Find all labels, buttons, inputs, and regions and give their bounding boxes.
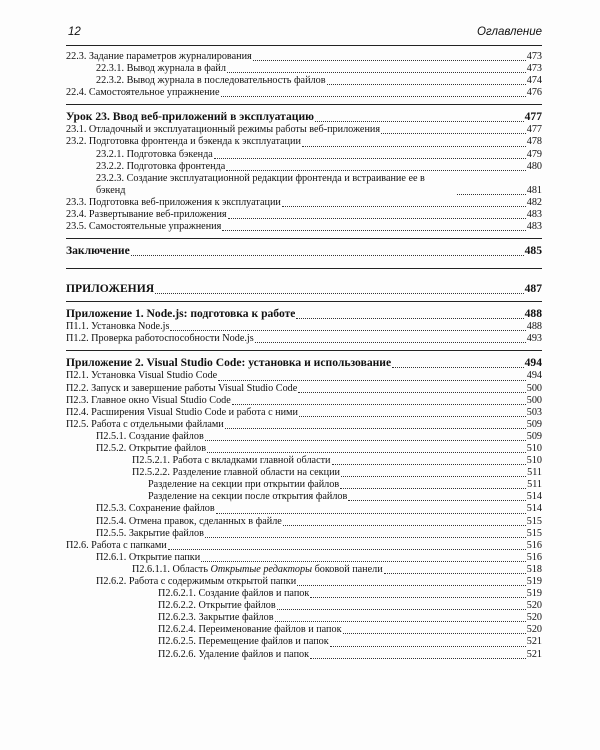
toc-entry-label: 23.4. Развертывание веб-приложения [66,209,227,221]
toc-entry[interactable] [66,528,542,540]
toc-entry[interactable] [66,588,542,600]
dot-leader [168,549,526,550]
toc-page-number: 476 [526,87,542,99]
dot-leader [207,452,526,453]
toc-heading[interactable] [66,244,542,258]
toc-entry-label: Урок 23. Ввод веб-приложений в эксплуатацию [66,110,315,124]
toc-page-number: 494 [524,356,542,370]
toc-entry[interactable] [66,51,542,63]
dot-leader [298,392,525,393]
dot-leader [170,330,525,331]
toc-page-number: 503 [526,406,542,418]
toc-entry[interactable] [66,333,542,345]
dot-leader [341,476,526,477]
toc-entry[interactable] [66,370,542,382]
dot-leader [221,96,526,97]
divider [66,268,542,269]
toc-page-number: 521 [526,636,542,648]
toc-entry-label: П1.2. Проверка работоспособности Node.js [66,333,254,345]
toc-entry-label: 23.1. Отладочный и эксплуатационный режимы работы веб-приложения [66,124,381,136]
toc-entry[interactable] [66,419,542,431]
toc-entry[interactable] [66,443,542,455]
toc-entry-label: Приложение 1. Node.js: подготовка к работе [66,307,296,321]
toc-page-number: 494 [526,370,542,382]
toc-page-number: 479 [526,148,542,160]
dot-leader [232,404,526,405]
toc-entry-label: П2.2. Запуск и завершение работы Visual Studio Code [66,382,298,394]
toc-entry-label: ПРИЛОЖЕНИЯ [66,282,155,296]
toc-entry-label: П2.5. Работа с отдельными файлами [66,418,224,430]
toc-entry[interactable] [66,600,542,612]
dot-leader [218,380,526,381]
toc-entry[interactable] [66,540,542,552]
toc-entry[interactable] [66,564,542,576]
toc-entry-label: П2.6.1.1. Область Открытые редакторы боковой панели [132,563,383,575]
toc-page-number: 518 [526,563,542,575]
dot-leader [225,428,526,429]
toc-page-number: 477 [526,124,542,136]
toc-entry[interactable] [66,552,542,564]
toc-entry-label: 22.3.2. Вывод журнала в последовательность файлов [96,75,326,87]
dot-leader [205,440,526,441]
toc-page-number: 481 [526,184,542,196]
dot-leader [277,609,526,610]
toc-entry-label: П2.4. Расширения Visual Studio Code и работа с ними [66,406,298,418]
toc-entry[interactable] [66,576,542,588]
toc-page-number: 515 [526,527,542,539]
header-rule [66,45,542,46]
toc-page-number: 511 [527,467,542,479]
dot-leader [348,500,525,501]
toc-entry[interactable] [66,197,542,209]
toc-page-number: 519 [526,588,542,600]
toc-page-number: 473 [526,51,542,62]
toc-entry[interactable] [66,467,542,479]
dot-leader [131,255,524,256]
toc-entry-label: П2.6.2.5. Перемещение файлов и папок [158,636,329,648]
page-number: 12 [68,26,81,38]
toc-entry-label: 22.4. Самостоятельное упражнение [66,87,220,99]
toc-page-number: 520 [526,612,542,624]
page-header [66,26,542,42]
dot-leader [214,158,526,159]
toc-entry-label: П2.6.2.2. Открытие файлов [158,600,276,612]
toc-entry[interactable] [66,612,542,624]
dot-leader [296,318,523,319]
dot-leader [340,488,526,489]
dot-leader [384,573,526,574]
toc-entry-label: П2.6.1. Открытие папки [96,551,201,563]
toc-page-number: 500 [526,382,542,394]
dot-leader [216,513,526,514]
toc-page-number: 514 [526,491,542,503]
toc-page-number: 514 [526,503,542,515]
dot-leader [327,84,526,85]
toc-entry-label: П2.3. Главное окно Visual Studio Code [66,394,231,406]
toc-page-number: 488 [524,307,542,321]
dot-leader [226,170,525,171]
dot-leader [310,597,525,598]
toc-entry-label: П2.5.2. Открытие файлов [96,442,207,454]
divider [66,104,542,105]
dot-leader [330,646,526,647]
divider [66,238,542,239]
toc-page-number: 520 [526,624,542,636]
toc-entry[interactable] [66,173,542,197]
toc-page-number: 487 [524,282,542,296]
dot-leader [253,60,526,61]
toc-page-number: 520 [526,600,542,612]
toc-entry-label: 22.3.1. Вывод журнала в файл [96,63,226,75]
toc-entry-label: Разделение на секции после открытия файлов [148,491,348,503]
toc-entry[interactable] [66,395,542,407]
toc-page-number: 510 [526,455,542,467]
toc-heading[interactable] [66,282,542,296]
toc-entry[interactable] [66,87,542,99]
running-title: Оглавление [477,26,542,38]
dot-leader [255,342,526,343]
toc-entry-label: П2.6.2.1. Создание файлов и папок [158,588,310,600]
toc-entry[interactable] [66,161,542,173]
toc-entry[interactable] [66,136,542,148]
toc-entry-label: 23.2.2. Подготовка фронтенда [96,160,226,172]
toc-heading[interactable] [66,356,542,370]
toc-page-number: 521 [526,648,542,660]
toc-entry[interactable] [66,503,542,515]
toc-entry-label: 23.2.3. Создание эксплуатационной редакции фронтенда и встраивание ее в бэкенд [96,172,425,196]
toc-entry-label: П2.5.4. Отмена правок, сделанных в файле [96,515,282,527]
toc-entry-label: 23.5. Самостоятельные упражнения [66,221,222,233]
dot-leader [275,621,526,622]
toc-entry[interactable] [66,479,542,491]
toc-entry[interactable] [66,407,542,419]
toc-entry[interactable] [66,516,542,528]
toc-page-number: 488 [526,321,542,333]
toc-page-number: 516 [526,551,542,563]
toc-page-number: 500 [526,394,542,406]
toc-entry-label: 23.2. Подготовка фронтенда и бэкенда к эксплуатации [66,136,301,148]
toc-heading[interactable] [66,307,542,321]
dot-leader [227,72,526,73]
toc-entry-label: П2.5.3. Сохранение файлов [96,503,215,515]
toc-entry-label: 23.3. Подготовка веб-приложения к эксплуатации [66,196,281,208]
toc-heading[interactable] [66,110,542,124]
toc-entry-label: П1.1. Установка Node.js [66,321,170,333]
toc-entry[interactable] [66,649,542,661]
toc-page-number: 493 [526,333,542,345]
dot-leader [302,146,526,147]
table-of-contents [66,51,542,661]
toc-entry[interactable] [66,383,542,395]
divider [66,350,542,351]
dot-leader [457,194,526,195]
toc-entry-label: П2.5.5. Закрытие файлов [96,527,204,539]
dot-leader [299,416,526,417]
dot-leader [392,367,523,368]
dot-leader [343,633,526,634]
toc-entry[interactable] [66,63,542,75]
toc-entry-label: Приложение 2. Visual Studio Code: установка и использование [66,356,392,370]
toc-entry[interactable] [66,321,542,333]
toc-page-number: 483 [526,221,542,233]
toc-entry-label: Заключение [66,244,130,258]
toc-entry[interactable] [66,455,542,467]
dot-leader [228,218,526,219]
toc-entry[interactable] [66,491,542,503]
toc-entry[interactable] [66,124,542,136]
dot-leader [205,537,526,538]
toc-entry[interactable] [66,75,542,87]
toc-page-number: 474 [526,75,542,87]
toc-page-number: 473 [526,63,542,75]
toc-page-number: 480 [526,160,542,172]
toc-entry-label: 22.3. Задание параметров журналирования [66,51,252,62]
toc-entry-label: П2.6.2.4. Переименование файлов и папок [158,624,342,636]
toc-entry-label: Разделение на секции при открытии файлов [148,479,340,491]
toc-entry-label: П2.6.2.3. Закрытие файлов [158,612,274,624]
toc-page-number: 482 [526,196,542,208]
toc-entry[interactable] [66,149,542,161]
dot-leader [381,133,526,134]
dot-leader [222,230,525,231]
toc-entry-label: П2.5.1. Создание файлов [96,430,204,442]
toc-page-number: 516 [526,539,542,551]
toc-page-number: 515 [526,515,542,527]
dot-leader [155,293,524,294]
dot-leader [282,206,526,207]
dot-leader [283,525,526,526]
dot-leader [297,585,526,586]
toc-entry-label: П2.1. Установка Visual Studio Code [66,370,218,382]
toc-page-number: 511 [527,479,542,491]
dot-leader [310,658,526,659]
toc-page-number: 509 [526,418,542,430]
toc-page-number: 519 [526,576,542,587]
toc-entry-label: 23.2.1. Подготовка бэкенда [96,148,213,160]
dot-leader [332,464,526,465]
toc-page-number: 485 [524,244,542,258]
toc-entry-label: П2.6.2.6. Удаление файлов и папок [158,648,310,660]
toc-entry[interactable] [66,636,542,648]
divider [66,301,542,302]
toc-page-number: 483 [526,209,542,221]
toc-page-number: 509 [526,430,542,442]
toc-entry-label: П2.5.2.1. Работа с вкладками главной области [132,455,331,467]
toc-entry[interactable] [66,221,542,233]
dot-leader [315,121,524,122]
toc-entry[interactable] [66,209,542,221]
toc-page-number: 510 [526,442,542,454]
toc-entry-label: П2.6. Работа с папками [66,539,167,551]
toc-entry[interactable] [66,624,542,636]
emphasis: Открытые редакторы [210,563,313,575]
toc-entry-label: П2.5.2.2. Разделение главной области на секции [132,467,340,479]
toc-entry[interactable] [66,431,542,443]
dot-leader [201,561,526,562]
toc-page-number: 477 [524,110,542,124]
toc-page-number: 478 [526,136,542,148]
toc-entry-label: П2.6.2. Работа с содержимым открытой папки [96,576,297,587]
